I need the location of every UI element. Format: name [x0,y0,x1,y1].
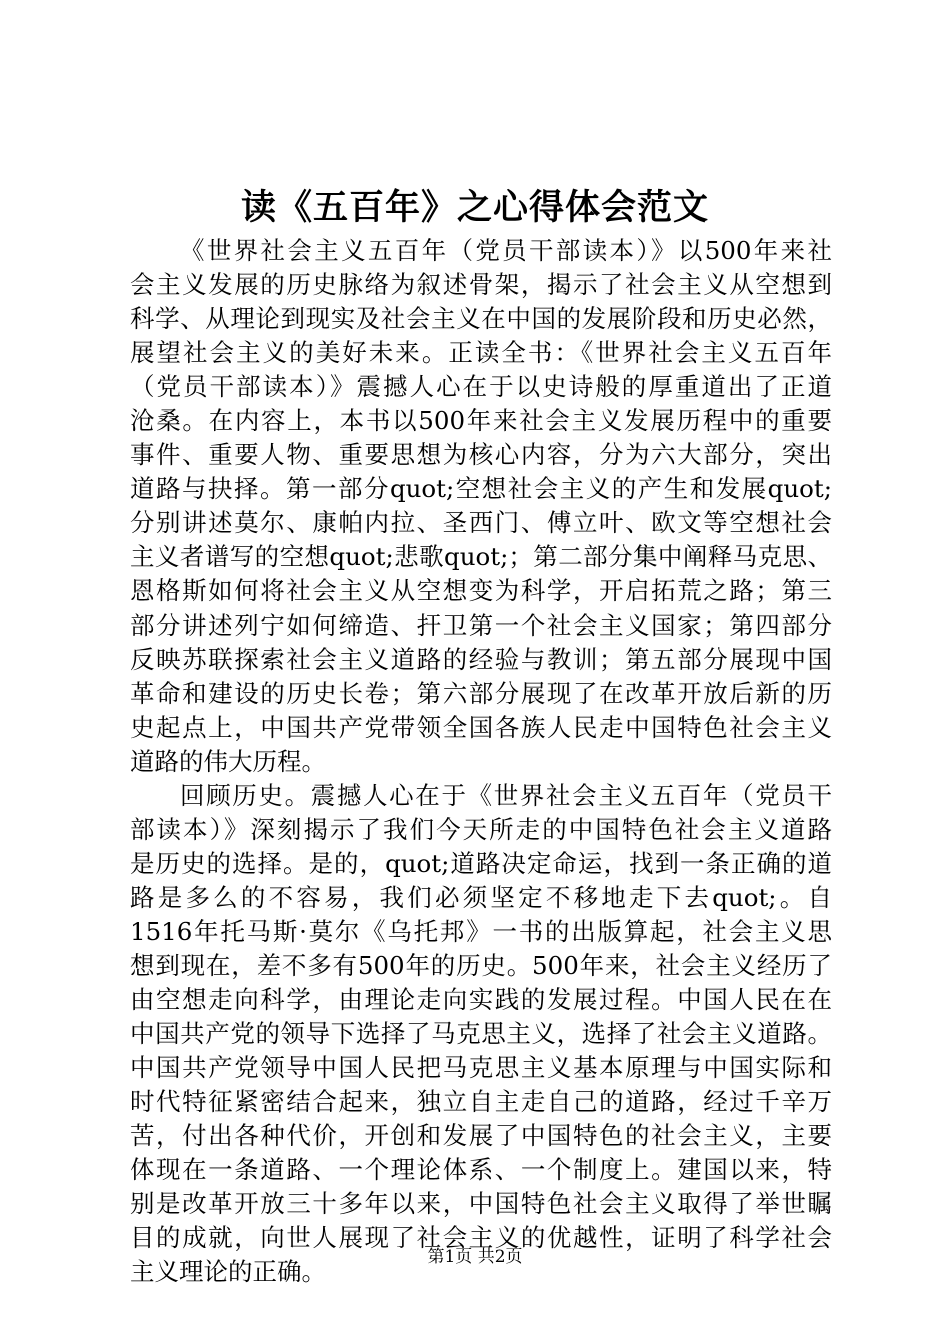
paragraph-line: 道路的伟大历程。 [130,746,326,776]
paragraph-line: 路是多么的不容易，我们必须坚定不移地走下去quot;。自 [130,882,832,912]
paragraph-line: 革命和建设的历史长卷；第六部分展现了在改革开放后新的历 [130,678,832,708]
paragraph-line: 《世界社会主义五百年（党员干部读本）》以500年来社 [180,236,832,265]
document-body [130,234,832,1289]
paragraph-line: 主义者谱写的空想quot;悲歌quot;；第二部分集中阐释马克思、 [130,542,832,572]
paragraph-line: 道路与抉择。第一部分quot;空想社会主义的产生和发展quot; [130,474,832,504]
paragraph-line: 科学、从理论到现实及社会主义在中国的发展阶段和历史必然， [130,304,832,334]
paragraph-line: （党员干部读本）》震撼人心在于以史诗般的厚重道出了正道 [130,372,832,402]
paragraph-line: 分别讲述莫尔、康帕内拉、圣西门、傅立叶、欧文等空想社会 [130,508,832,538]
paragraph-line: 史起点上，中国共产党带领全国各族人民走中国特色社会主义 [130,712,832,742]
paragraph-line: 中国共产党领导中国人民把马克思主义基本原理与中国实际和 [130,1053,832,1083]
paragraph-line: 是历史的选择。是的，quot;道路决定命运，找到一条正确的道 [130,848,832,878]
paragraph [130,779,832,1290]
paragraph-line: 回顾历史。震撼人心在于《世界社会主义五百年（党员干 [180,780,832,810]
page-footer: 第1页 共2页 [427,1247,523,1267]
paragraph-line: 沧桑。在内容上，本书以500年来社会主义发展历程中的重要 [130,406,832,436]
paragraph-line: 反映苏联探索社会主义道路的经验与教训；第五部分展现中国 [130,644,832,674]
paragraph-line: 会主义发展的历史脉络为叙述骨架，揭示了社会主义从空想到 [130,270,832,300]
paragraph-line: 苦，付出各种代价，开创和发展了中国特色的社会主义，主要 [130,1121,832,1151]
paragraph-line: 别是改革开放三十多年以来，中国特色社会主义取得了举世瞩 [130,1189,832,1219]
paragraph-line: 部读本）》深刻揭示了我们今天所走的中国特色社会主义道路 [130,814,832,844]
paragraph-line: 时代特征紧密结合起来，独立自主走自己的道路，经过千辛万 [130,1087,832,1117]
paragraph-line: 目的成就，向世人展现了社会主义的优越性，证明了科学社会 [130,1223,832,1253]
paragraph-line: 主义理论的正确。 [130,1257,326,1287]
paragraph-line: 1516年托马斯·莫尔《乌托邦》一书的出版算起，社会主义思 [130,916,832,946]
paragraph-line: 中国共产党的领导下选择了马克思主义，选择了社会主义道路。 [130,1019,832,1049]
paragraph-line: 由空想走向科学，由理论走向实践的发展过程。中国人民在在 [130,985,832,1015]
paragraph [130,234,832,779]
paragraph-line: 事件、重要人物、重要思想为核心内容，分为六大部分，突出 [130,440,832,470]
paragraph-line: 恩格斯如何将社会主义从空想变为科学，开启拓荒之路；第三 [130,576,832,606]
paragraph-line: 想到现在，差不多有500年的历史。500年来，社会主义经历了 [130,950,832,980]
paragraph-line: 展望社会主义的美好未来。正读全书：《世界社会主义五百年 [130,338,832,368]
paragraph-line: 部分讲述列宁如何缔造、扞卫第一个社会主义国家；第四部分 [130,610,832,640]
document-title: 读《五百年》之心得体会范文 [240,187,709,228]
paragraph-line: 体现在一条道路、一个理论体系、一个制度上。建国以来，特 [130,1155,832,1185]
